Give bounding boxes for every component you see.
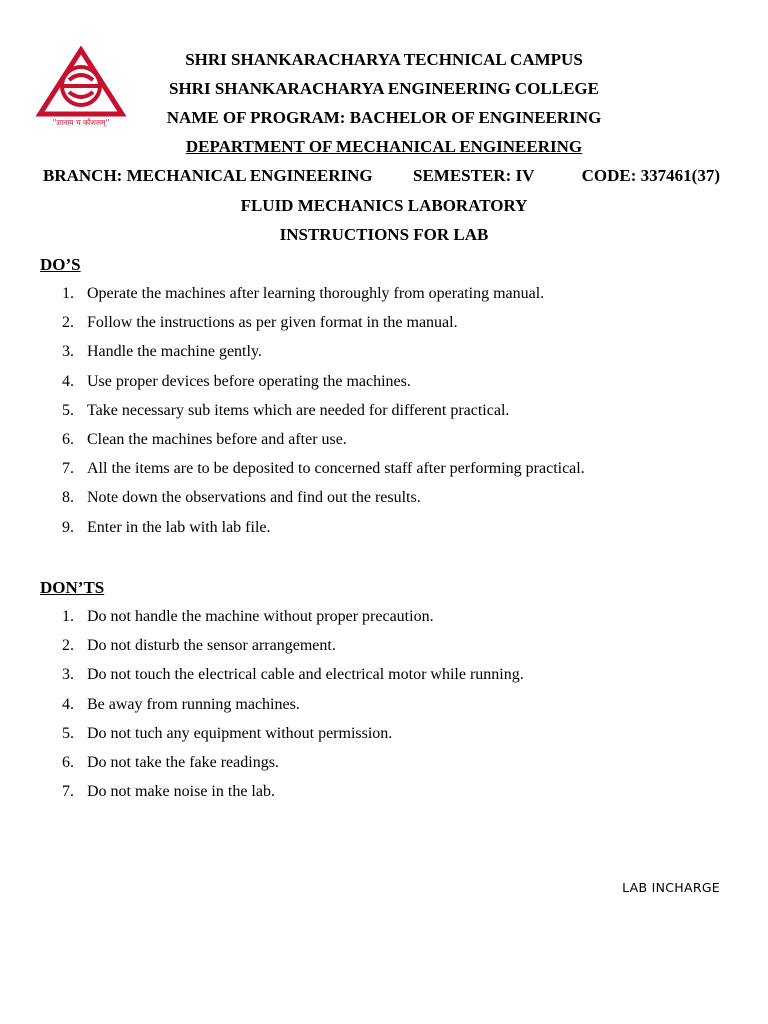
list-item-number: 3. (62, 666, 74, 684)
list-item-text: Enter in the lab with lab file. (87, 518, 271, 536)
list-item (62, 782, 524, 811)
list-item-number: 6. (62, 430, 74, 448)
list-item-text: Do not disturb the sensor arrangement. (87, 637, 336, 655)
list-item-text: Use proper devices before operating the machines. (87, 372, 411, 390)
list-item (62, 313, 585, 342)
list-item-text: Take necessary sub items which are needed for different practical. (87, 401, 510, 419)
list-item-text: Do not make noise in the lab. (87, 783, 275, 801)
list-item (62, 401, 585, 430)
list-item-text: Be away from running machines. (87, 695, 300, 713)
list-item-number: 4. (62, 372, 74, 390)
list-item (62, 518, 585, 547)
list-item (62, 459, 585, 488)
list-item-number: 8. (62, 489, 74, 507)
list-item (62, 753, 524, 782)
list-item-text: Operate the machines after learning thoroughly from operating manual. (87, 285, 545, 302)
list-item (62, 665, 524, 694)
list-item-number: 1. (62, 608, 74, 625)
list-item-text: Do not handle the machine without proper precaution. (87, 608, 434, 625)
college-heading: SHRI SHANKARACHARYA ENGINEERING COLLEGE (169, 79, 599, 98)
list-item-text: Handle the machine gently. (87, 343, 262, 361)
list-item (62, 695, 524, 724)
list-item (62, 488, 585, 517)
list-item-number: 5. (62, 724, 74, 742)
list-item-number: 7. (62, 783, 74, 801)
list-item (62, 342, 585, 371)
list-item-text: Do not tuch any equipment without permission. (87, 724, 393, 742)
department-heading: DEPARTMENT OF MECHANICAL ENGINEERING (185, 137, 583, 156)
list-item (62, 430, 585, 459)
lab-incharge-label: LAB INCHARGE (622, 880, 720, 895)
branch-label: BRANCH: MECHANICAL ENGINEERING (43, 166, 373, 185)
dos-section-title: DO’S (40, 255, 81, 274)
list-item-text: Follow the instructions as per given format in the manual. (87, 314, 458, 332)
list-item-text: Do not touch the electrical cable and electrical motor while running. (87, 666, 524, 684)
list-item-text: All the items are to be deposited to concerned staff after performing practical. (87, 460, 585, 478)
list-item-number: 2. (62, 637, 74, 655)
code-label: CODE: 337461(37) (581, 166, 720, 185)
list-item-number: 1. (62, 285, 74, 302)
list-item-number: 4. (62, 695, 74, 713)
list-item (62, 372, 585, 401)
list-item-number: 7. (62, 460, 74, 478)
list-item-number: 3. (62, 343, 74, 361)
list-item (62, 724, 524, 753)
list-item-text: Clean the machines before and after use. (87, 430, 347, 448)
lab-name-heading: FLUID MECHANICS LABORATORY (240, 196, 528, 215)
donts-section-title: DON’TS (40, 578, 105, 597)
dos-list (62, 284, 585, 547)
list-item-number: 9. (62, 518, 74, 536)
list-item (62, 636, 524, 665)
logo-motto: ''ज्ञानाय च कौशलम्'' (52, 118, 110, 127)
list-item (62, 607, 524, 636)
list-item (62, 284, 585, 313)
list-item-text: Note down the observations and find out the results. (87, 489, 421, 507)
list-item-number: 2. (62, 314, 74, 332)
instructions-heading: INSTRUCTIONS FOR LAB (279, 225, 489, 244)
list-item-number: 5. (62, 401, 74, 419)
program-heading: NAME OF PROGRAM: BACHELOR OF ENGINEERING (166, 108, 602, 127)
campus-heading: SHRI SHANKARACHARYA TECHNICAL CAMPUS (185, 50, 583, 69)
list-item-number: 6. (62, 753, 74, 771)
semester-label: SEMESTER: IV (413, 166, 535, 185)
list-item-text: Do not take the fake readings. (87, 753, 279, 771)
donts-list (62, 607, 524, 811)
